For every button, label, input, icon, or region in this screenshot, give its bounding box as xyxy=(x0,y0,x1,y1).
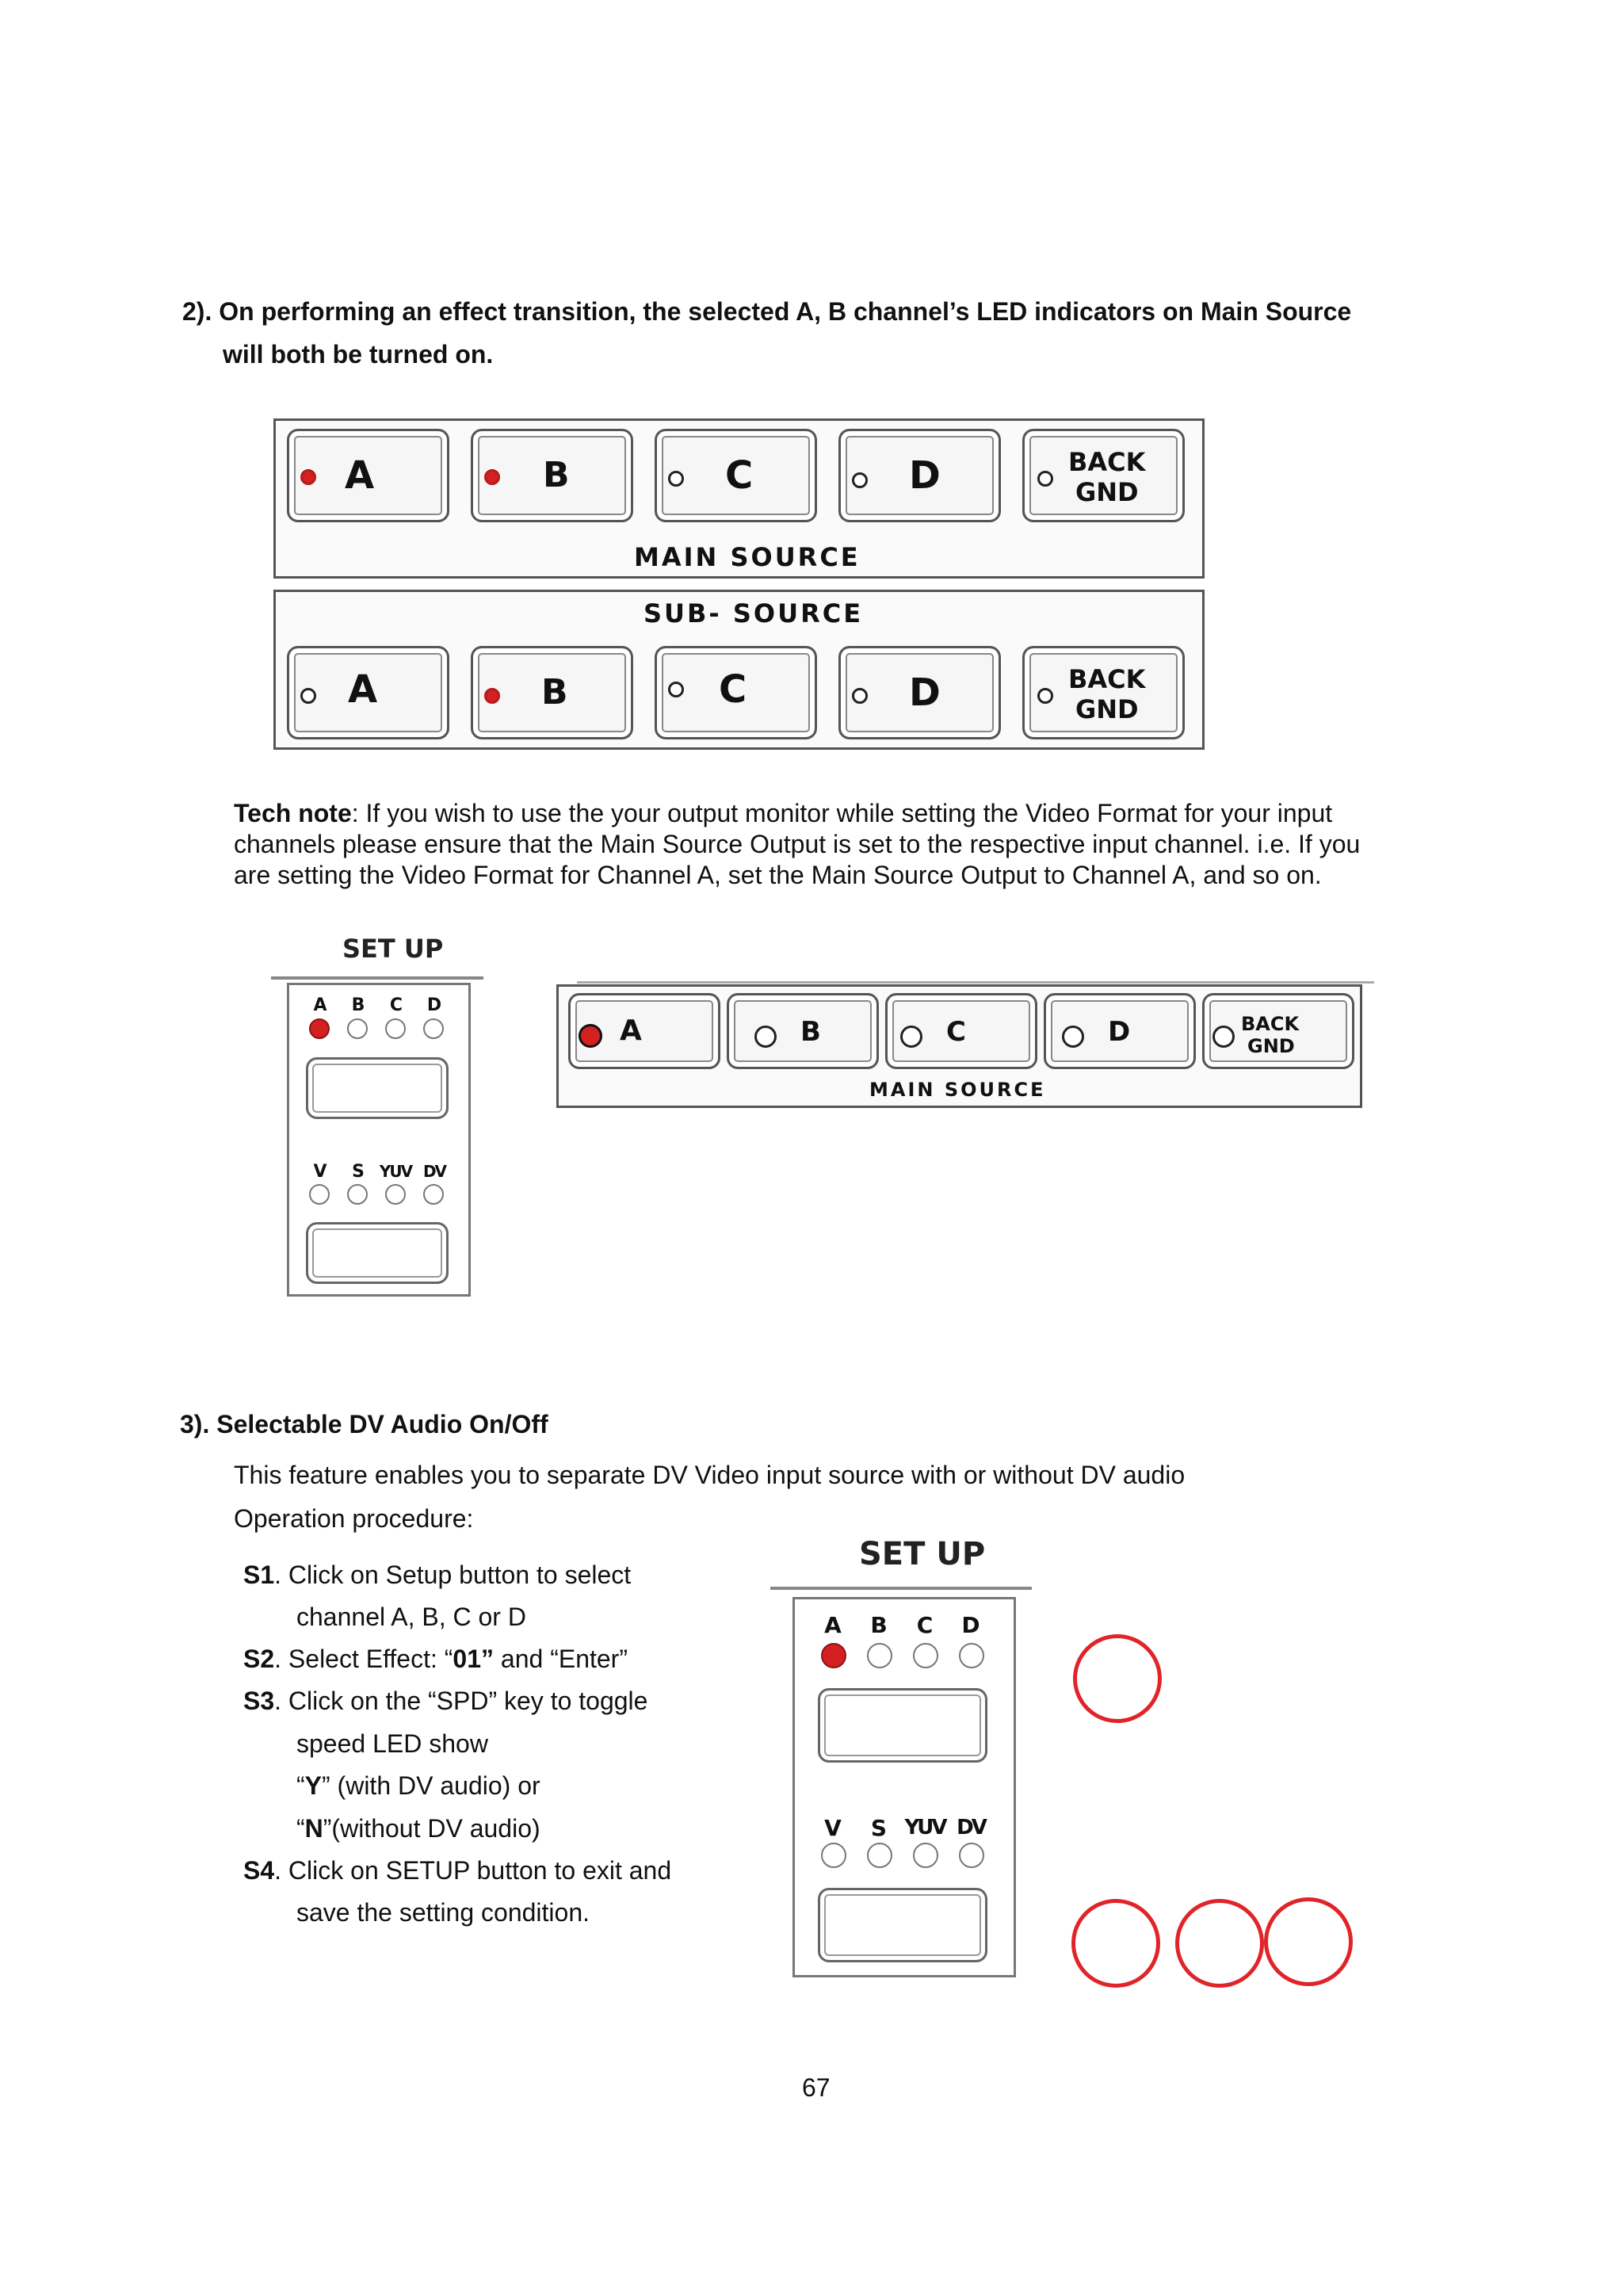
setup-small-label-v: V xyxy=(313,1162,327,1182)
setup-small-format-button[interactable] xyxy=(306,1222,449,1284)
step-s4-text: . Click on SETUP button to exit and xyxy=(274,1856,672,1885)
sub-source-d-led xyxy=(852,688,868,704)
sub-source-b-button[interactable] xyxy=(471,646,633,739)
tech-note-line1 xyxy=(234,798,1470,829)
main-source-backgnd-button[interactable] xyxy=(1022,429,1185,522)
setup-large-led-dv xyxy=(959,1843,984,1868)
step-s2-effect: 01” xyxy=(453,1645,495,1673)
setup-small-channel-button[interactable] xyxy=(306,1057,449,1119)
setup-small-divider xyxy=(271,976,483,980)
step-s3-text: . Click on the “SPD” key to toggle xyxy=(274,1687,648,1715)
tech-note-line3: are setting the Video Format for Channel A, set the Main Source Output to Channel A, and so on. xyxy=(234,861,1322,889)
sub-source-a-led xyxy=(300,688,316,704)
setup-small-label-b: B xyxy=(351,995,365,1015)
setup-small-label-a: A xyxy=(313,995,327,1015)
step-s3-no-key: N xyxy=(304,1814,323,1843)
setup-small-led-s xyxy=(347,1184,368,1205)
sub-source-b-label: B xyxy=(541,672,568,712)
sub-source-panel xyxy=(273,590,1205,750)
highlight-ring-bottom-3 xyxy=(1264,1897,1353,1986)
step-s3-no-text: ”(without DV audio) xyxy=(323,1814,540,1843)
setup-large-label-dv: DV xyxy=(957,1816,985,1839)
main-source-b-label: B xyxy=(543,455,570,495)
main-source-small-panel xyxy=(556,984,1362,1108)
step-s2-text-a: . Select Effect: “ xyxy=(274,1645,453,1673)
sub-source-c-label: C xyxy=(719,667,747,712)
setup-large-label-yuv: YUV xyxy=(904,1816,945,1839)
setup-small-title: SET UP xyxy=(342,934,444,964)
setup-small-label-d: D xyxy=(426,995,442,1015)
setup-small-label-dv: DV xyxy=(422,1162,446,1181)
main-source-d-label: D xyxy=(909,453,941,498)
setup-small-led-b xyxy=(347,1018,368,1039)
main-source-small-b-label: B xyxy=(800,1016,821,1048)
main-source-small-c-led xyxy=(900,1026,922,1048)
main-source-small-a-led xyxy=(579,1024,602,1048)
main-source-small-b-led xyxy=(754,1026,777,1048)
tech-note-text1: : If you wish to use the your output monitor while setting the Video Format for your input xyxy=(351,799,1333,827)
setup-large-label-s: S xyxy=(870,1815,888,1841)
main-source-a-led xyxy=(300,469,316,485)
main-source-small-a-button[interactable] xyxy=(568,993,720,1069)
step-s1-cont: channel A, B, C or D xyxy=(296,1603,526,1631)
sub-source-backgnd-button[interactable] xyxy=(1022,646,1185,739)
setup-large-led-d xyxy=(959,1643,984,1668)
highlight-ring-bottom-1 xyxy=(1071,1899,1160,1988)
section3-intro: This feature enables you to separate DV Video input source with or without DV audio xyxy=(234,1461,1186,1489)
sub-source-backgnd-led xyxy=(1037,688,1053,704)
sub-source-a-label: A xyxy=(348,667,378,712)
setup-large-label-d: D xyxy=(961,1612,980,1638)
sub-source-backgnd-label-2: GND xyxy=(1075,694,1139,724)
tech-note xyxy=(234,798,1470,891)
highlight-ring-bottom-2 xyxy=(1175,1899,1264,1988)
step-s2 xyxy=(243,1637,628,1680)
step-s3 xyxy=(243,1679,647,1722)
sub-source-title: SUB- SOURCE xyxy=(643,598,864,628)
setup-small-label-yuv: YUV xyxy=(379,1162,412,1181)
setup-large-led-v xyxy=(821,1843,846,1868)
section2-heading-line1: 2). On performing an effect transition, the selected A, B channel’s LED indicators on Main Source xyxy=(182,297,1352,326)
main-source-small-b-button[interactable] xyxy=(727,993,879,1069)
main-source-small-d-label: D xyxy=(1108,1016,1131,1048)
step-s3-yes xyxy=(296,1764,540,1807)
main-source-small-topline xyxy=(577,981,1374,984)
step-s4 xyxy=(243,1849,671,1892)
setup-large-format-button[interactable] xyxy=(818,1888,987,1962)
setup-large-label-a: A xyxy=(824,1612,842,1638)
section3-procedure: Operation procedure: xyxy=(234,1504,474,1533)
setup-large-led-s xyxy=(867,1843,892,1868)
main-source-a-button[interactable] xyxy=(287,429,449,522)
step-s2-key: S2 xyxy=(243,1645,275,1673)
sub-source-c-led xyxy=(668,682,684,697)
main-source-small-title: MAIN SOURCE xyxy=(869,1079,1046,1101)
setup-small-led-v xyxy=(309,1184,330,1205)
section3-heading: 3). Selectable DV Audio On/Off xyxy=(180,1410,548,1438)
step-s1-key: S1 xyxy=(243,1561,275,1589)
sub-source-c-button[interactable] xyxy=(655,646,817,739)
main-source-a-label: A xyxy=(345,453,375,498)
sub-source-d-label: D xyxy=(909,670,941,715)
setup-small-led-c xyxy=(385,1018,406,1039)
step-s3-no xyxy=(296,1807,540,1850)
main-source-small-a-label: A xyxy=(620,1014,642,1047)
main-source-c-button[interactable] xyxy=(655,429,817,522)
sub-source-backgnd-label-1: BACK xyxy=(1068,664,1146,694)
main-source-small-backgnd-label-2: GND xyxy=(1247,1035,1295,1057)
setup-large-led-a xyxy=(821,1643,846,1668)
step-s3-no-open: “ xyxy=(296,1814,305,1843)
setup-large-led-c xyxy=(913,1643,938,1668)
step-s3-yes-text: ” (with DV audio) or xyxy=(322,1771,540,1800)
main-source-d-led xyxy=(852,472,868,488)
main-source-b-led xyxy=(484,469,500,485)
main-source-d-button[interactable] xyxy=(838,429,1001,522)
setup-small-led-dv xyxy=(423,1184,444,1205)
step-s3-yes-key: Y xyxy=(304,1771,322,1800)
main-source-backgnd-led xyxy=(1037,471,1053,487)
step-s1 xyxy=(243,1553,631,1596)
step-s3-cont1: speed LED show xyxy=(296,1729,488,1758)
setup-large-label-b: B xyxy=(870,1612,888,1638)
main-source-panel xyxy=(273,418,1205,579)
step-s1-text: . Click on Setup button to select xyxy=(274,1561,632,1589)
setup-small-led-a xyxy=(309,1018,330,1039)
setup-small-label-c: C xyxy=(389,995,403,1015)
setup-large-label-v: V xyxy=(824,1815,842,1841)
sub-source-d-button[interactable] xyxy=(838,646,1001,739)
step-s4-cont: save the setting condition. xyxy=(296,1898,590,1927)
setup-large-title: SET UP xyxy=(859,1536,986,1572)
setup-large-led-b xyxy=(867,1643,892,1668)
setup-small-led-yuv xyxy=(385,1184,406,1205)
main-source-small-c-label: C xyxy=(946,1016,966,1048)
main-source-c-led xyxy=(668,471,684,487)
main-source-small-backgnd-label-1: BACK xyxy=(1241,1013,1300,1035)
main-source-backgnd-label-1: BACK xyxy=(1068,447,1146,477)
step-s2-text-b: and “Enter” xyxy=(494,1645,628,1673)
main-source-title: MAIN SOURCE xyxy=(634,542,861,572)
page-number: 67 xyxy=(802,2073,831,2102)
main-source-c-label: C xyxy=(725,453,754,498)
main-source-small-c-button[interactable] xyxy=(885,993,1037,1069)
setup-large-divider xyxy=(770,1587,1032,1590)
sub-source-a-button[interactable] xyxy=(287,646,449,739)
sub-source-b-led xyxy=(484,688,500,704)
main-source-small-d-button[interactable] xyxy=(1044,993,1196,1069)
step-s3-key: S3 xyxy=(243,1687,275,1715)
section2-heading-line2: will both be turned on. xyxy=(223,340,494,369)
step-s3-yes-open: “ xyxy=(296,1771,305,1800)
tech-note-label: Tech note xyxy=(234,799,352,827)
setup-large-led-yuv xyxy=(913,1843,938,1868)
setup-large-label-c: C xyxy=(916,1612,934,1638)
main-source-small-backgnd-button[interactable] xyxy=(1202,993,1354,1069)
setup-small-led-d xyxy=(423,1018,444,1039)
tech-note-line2: channels please ensure that the Main Source Output is set to the respective input channel. i.e. If you xyxy=(234,830,1361,858)
main-source-b-button[interactable] xyxy=(471,429,633,522)
main-source-backgnd-label-2: GND xyxy=(1075,477,1139,507)
step-s4-key: S4 xyxy=(243,1856,275,1885)
main-source-small-backgnd-led xyxy=(1212,1026,1235,1048)
main-source-small-d-led xyxy=(1062,1026,1084,1048)
setup-large-channel-button[interactable] xyxy=(818,1688,987,1763)
highlight-ring-top xyxy=(1073,1634,1162,1723)
setup-small-label-s: S xyxy=(352,1162,365,1182)
